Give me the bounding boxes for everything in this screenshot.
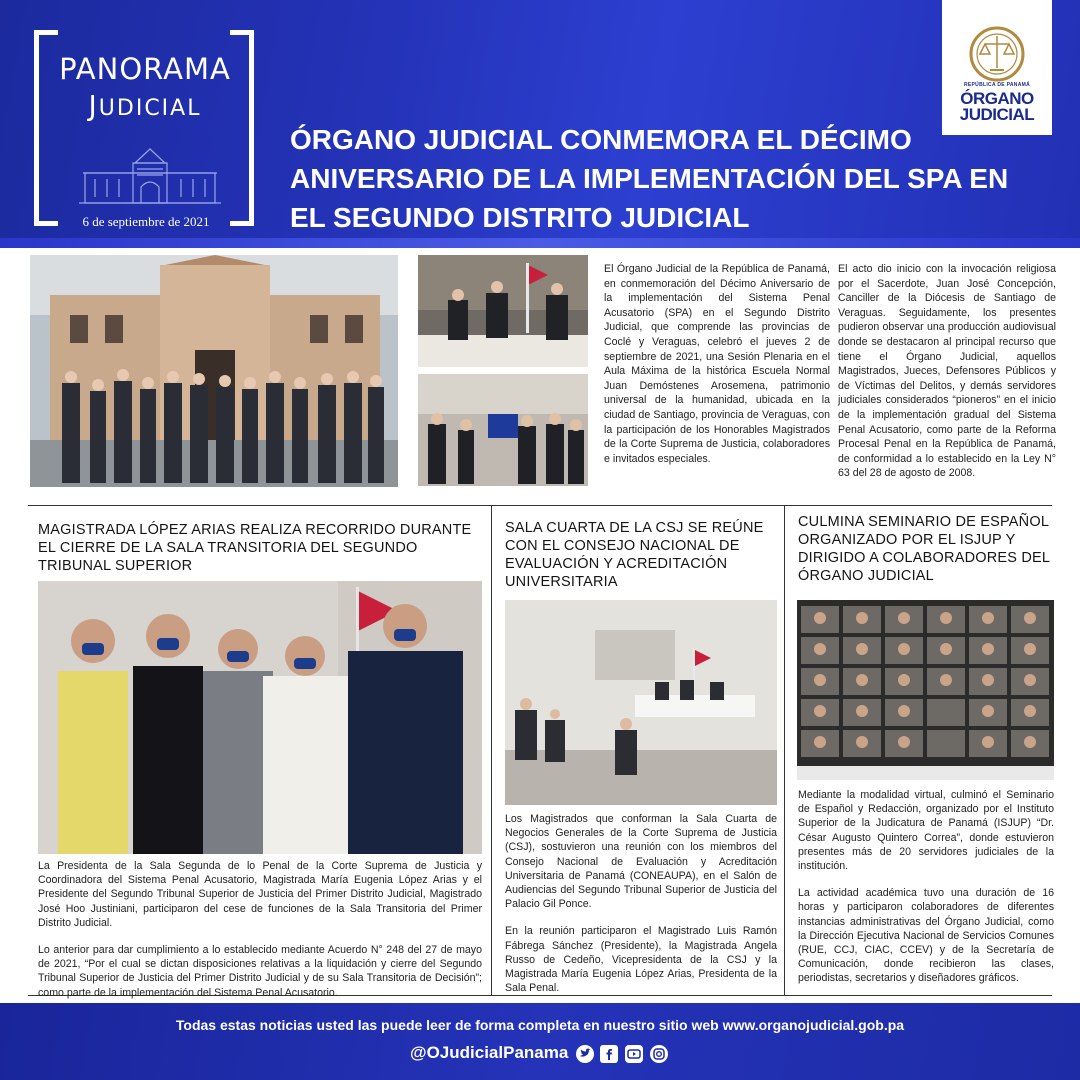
main-headline: ÓRGANO JUDICIAL CONMEMORA EL DÉCIMO ANIVERSARIO DE LA IMPLEMENTACIÓN DEL SPA EN EL SEGUNDO DISTRITO JUDICIAL	[290, 124, 1009, 233]
section3-paragraph-1: Mediante la modalidad virtual, culminó el Seminario de Español y Redacción, organizado por el Instituto Superior de la Judicatura de Panamá (ISJUP) “Dr. César Augusto Quintero Correa”, donde estuvieron presentes más de 20 servidores judiciales de la institución.	[798, 789, 1054, 873]
section3-paragraph-2: La actividad académica tuvo una duración de 16 horas y participaron colaboradores de diferentes instancias administrativas del Órgano Judicial, como la Dirección Ejecutiva Nacional de Servicios Comunes (RUE, CCJ, CIAC, CCEV) y de la Secretaría de Comunicación, donde recibieron las clases, periodistas, secretarios y diseñadores gráficos.	[798, 887, 1054, 985]
photo-ceremony-table	[418, 255, 588, 367]
logo-tagline: REPÚBLICA DE PANAMÁ	[964, 82, 1030, 88]
twitter-icon[interactable]	[576, 1045, 594, 1063]
brand-subtitle: JUDICIAL	[88, 89, 202, 122]
main-article-column-2: El acto dio inicio con la invocación religiosa por el Sacerdote, Juan José Concepción, Canciller de la Diócesis de Santiago de Veraguas. Seguidamente, los presentes pudieron observar una producción audiovisual donde se destacaron al principal recurso que tiene el Órgano Judicial, aquellos Magistrados, Jueces, Defensores Públicos y de Víctimas del Delitos, y demás servidores judiciales considerados “pioneros” en el inicio de la implementación gradual del Sistema Penal Acusatorio, como parte de la Reforma Procesal Penal en la República de Panamá, de conformidad a lo establecido en la Ley N° 63 del 28 de agosto de 2008.	[838, 263, 1056, 480]
section1-paragraph-1: La Presidenta de la Sala Segunda de lo Penal de la Corte Suprema de Justicia y Coordinadora del Sistema Penal Acusatorio, Magistrada María Eugenia López Arias y el Presidente del Segundo Tribunal Superior de Justicia del Primer Distrito Judicial, Magistrado José Hoo Justiniani, participaron del cese de funciones de la Sala Transitoria del Primer Distrito Judicial.	[38, 860, 482, 929]
section2-title: SALA CUARTA DE LA CSJ SE REÚNE CON EL CONSEJO NACIONAL DE EVALUACIÓN Y ACREDITACIÓN UNIVERSITARIA	[505, 520, 764, 590]
footer-website-line[interactable]: Todas estas noticias usted las puede leer de forma completa en nuestro sitio web www.organojudicial.gob.pa	[175, 1017, 905, 1033]
photo-virtual-seminar	[797, 600, 1054, 780]
facebook-icon[interactable]	[600, 1045, 618, 1063]
column-divider-1	[491, 505, 492, 995]
section1-body	[38, 859, 482, 1000]
building-illustration	[75, 145, 225, 207]
youtube-icon[interactable]	[625, 1045, 643, 1063]
section3-body	[798, 788, 1054, 986]
logo-text-judicial: JUDICIAL	[959, 105, 1035, 124]
section-divider-top	[28, 505, 1052, 506]
section2-paragraph-1: Los Magistrados que conforman la Sala Cuarta de Negocios Generales de la Corte Suprema de Justicia (CSJ), sostuvieron una reunión con los miembros del Consejo Nacional de Evaluación y Acreditación Universitaria de Panamá (CONEAUPA), en el Salón de Audiencias del Segundo Tribunal Superior de Justicia del Palacio Gil Ponce.	[505, 813, 777, 911]
organo-judicial-logo	[942, 0, 1052, 135]
footer-banner	[0, 1003, 1080, 1080]
section2-paragraph-2: En la reunión participaron el Magistrado Luis Ramón Fábrega Sánchez (Presidente), la Magistrada Angela Russo de Cedeño, Vicepresidenta de la CSJ y la Magistrada María Eugenia López Arias, Presidenta de la Sala Penal.	[505, 925, 777, 995]
photo-magistrates-group	[38, 581, 482, 854]
section1-title: MAGISTRADA LÓPEZ ARIAS REALIZA RECORRIDO DURANTE EL CIERRE DE LA SALA TRANSITORIA DEL SEGUNDO TRIBUNAL SUPERIOR	[38, 522, 472, 574]
column-divider-2	[784, 505, 785, 995]
main-article-column-1: El Órgano Judicial de la República de Panamá, en conmemoración del Décimo Aniversario de la implementación del Sistema Penal Acusatorio (SPA) en el Segundo Distrito Judicial, que comprende las provincias de Coclé y Veraguas, celebró el jueves 2 de septiembre de 2021, una Sesión Plenaria en el Aula Máxima de la histórica Escuela Normal Juan Demóstenes Arosemena, patrimonio universal de la humanidad, ubicada en la ciudad de Santiago, provincia de Veraguas, con la participación de los Honorables Magistrados de la Corte Suprema de Justicia, colaboradores e invitados especiales.	[604, 263, 830, 465]
photo-meeting-room	[505, 600, 777, 805]
issue-date: 6 de septiembre de 2021	[82, 214, 210, 229]
photo-group-building	[30, 255, 398, 487]
section3-title: CULMINA SEMINARIO DE ESPAÑOL ORGANIZADO POR EL ISJUP Y DIRIGIDO A COLABORADORES DEL ÓRGANO JUDICIAL	[798, 514, 1050, 584]
section1-paragraph-2: Lo anterior para dar cumplimiento a lo establecido mediante Acuerdo N° 248 del 27 de mayo de 2021, “Por el cual se dictan disposiciones relativas a la liquidación y cierre del Segundo Tribunal Superior de Justicia del Primer Distrito Judicial y de su Sala Transitoria de Decisión”; como parte de la implementación del Sistema Penal Acusatorio.	[38, 944, 482, 999]
instagram-icon[interactable]	[650, 1045, 668, 1063]
justice-emblem-icon	[962, 24, 1032, 82]
logo-text-organo: ÓRGANO	[960, 89, 1034, 108]
photo-plaque-unveiling	[418, 374, 588, 486]
footer-social-handle[interactable]: @OJudicialPanama	[410, 1043, 569, 1062]
header-banner	[0, 0, 1080, 248]
section2-body	[505, 812, 777, 995]
brand-title: PANORAMA	[59, 52, 231, 86]
